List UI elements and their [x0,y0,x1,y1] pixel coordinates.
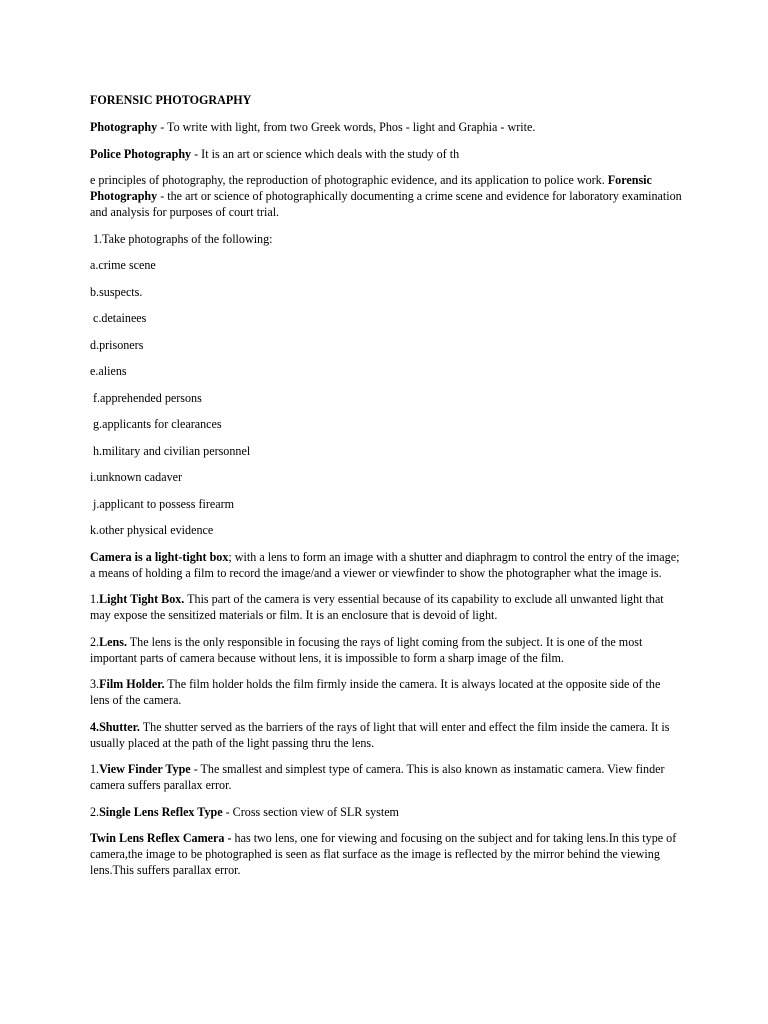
definition-camera: ; with a lens to form an image with a shutter and diaphragm to control the entry of the image; a means of holding a film to record the image/and a viewer or viewfinder to show the photographer what the image is. [90,549,680,580]
paragraph-camera-part [90,634,682,666]
list-item: c.detainees [93,311,147,325]
list-item: d.prisoners [90,337,144,352]
part-number: 3. [90,677,100,691]
term-forensic-photography: Forensic Photography [90,173,652,203]
list-item: k.other physical evidence [90,523,214,537]
paragraph-camera-part [90,591,682,623]
paragraph-camera-part [90,719,682,751]
part-number: 2. [90,634,100,649]
list-item: j.applicant to possess firearm [93,496,235,511]
paragraph-twin-lens [90,830,682,878]
list-item: h.military and civilian personnel [93,443,251,458]
part-number: 1. [90,592,100,606]
part-text: The film holder holds the film firmly inside the camera. It is always located at the opposite side of the lens of the camera. [90,677,661,707]
type-text: - Cross section view of SLR system [222,804,399,819]
paragraph-police-photography [90,146,682,162]
term-police-photography: Police Photography [90,146,192,161]
document-title: FORENSIC PHOTOGRAPHY [90,93,252,107]
list-item: a.crime scene [90,258,156,272]
term-camera: Camera is a light-tight box [90,549,229,564]
definition-police-photography: - It is an art or science which deals with the study of th [191,146,460,161]
type-term: View Finder Type [99,762,191,776]
definition-photography: - To write with light, from two Greek words, Phos - light and Graphia - write. [157,120,536,134]
document-body [90,92,682,889]
principles-text: e principles of photography, the reproduction of photographic evidence, and its application to police work. [90,173,608,187]
paragraph-camera [90,549,682,581]
type-text: - The smallest and simplest type of camera. This is also known as instamatic camera. View finder camera suffers parallax error. [90,762,665,792]
term-twin-lens: Twin Lens Reflex Camera - [90,831,232,845]
list-item: f.apprehended persons [93,390,202,405]
type-term: Single Lens Reflex Type [99,804,223,819]
paragraph-camera-type [90,804,682,820]
paragraph-principles [90,172,682,220]
part-term: Lens. [99,634,127,649]
part-text: The lens is the only responsible in focusing the rays of light coming from the subject. It is one of the most important parts of camera because without lens, it is impossible to form a sharp image of the film. [90,634,643,665]
part-term: Light Tight Box. [99,592,185,606]
list-item: b.suspects. [90,284,143,299]
list-intro: 1.Take photographs of the following: [93,231,273,246]
part-term: Shutter. [99,719,140,734]
part-text: The shutter served as the barriers of the rays of light that will enter and effect the film inside the camera. It is usually placed at the path of the light passing thru the lens. [90,719,670,750]
paragraph-camera-part [90,676,682,708]
paragraph-photography [90,119,682,135]
type-number: 2. [90,804,100,819]
part-number: 4. [90,719,100,734]
type-number: 1. [90,762,100,776]
list-item: g.applicants for clearances [93,417,222,431]
definition-twin-lens: has two lens, one for viewing and focusing on the subject and for taking lens.In this type of camera,the image to be photographed is seen as flat surface as the image is reflected by the mirror behind the viewing lens.This suffers parallax error. [90,831,677,877]
list-item: e.aliens [90,364,127,378]
term-photography: Photography [90,120,158,134]
list-item: i.unknown cadaver [90,470,183,484]
paragraph-camera-type [90,761,682,793]
part-text: This part of the camera is very essential because of its capability to exclude all unwanted light that may expose the sensitized materials or film. It is an enclosure that is devoid of light. [90,592,664,622]
part-term: Film Holder. [99,677,165,691]
definition-forensic-photography: - the art or science of photographically documenting a crime scene and evidence for laboratory examination and analysis for purposes of court trial. [90,189,682,219]
